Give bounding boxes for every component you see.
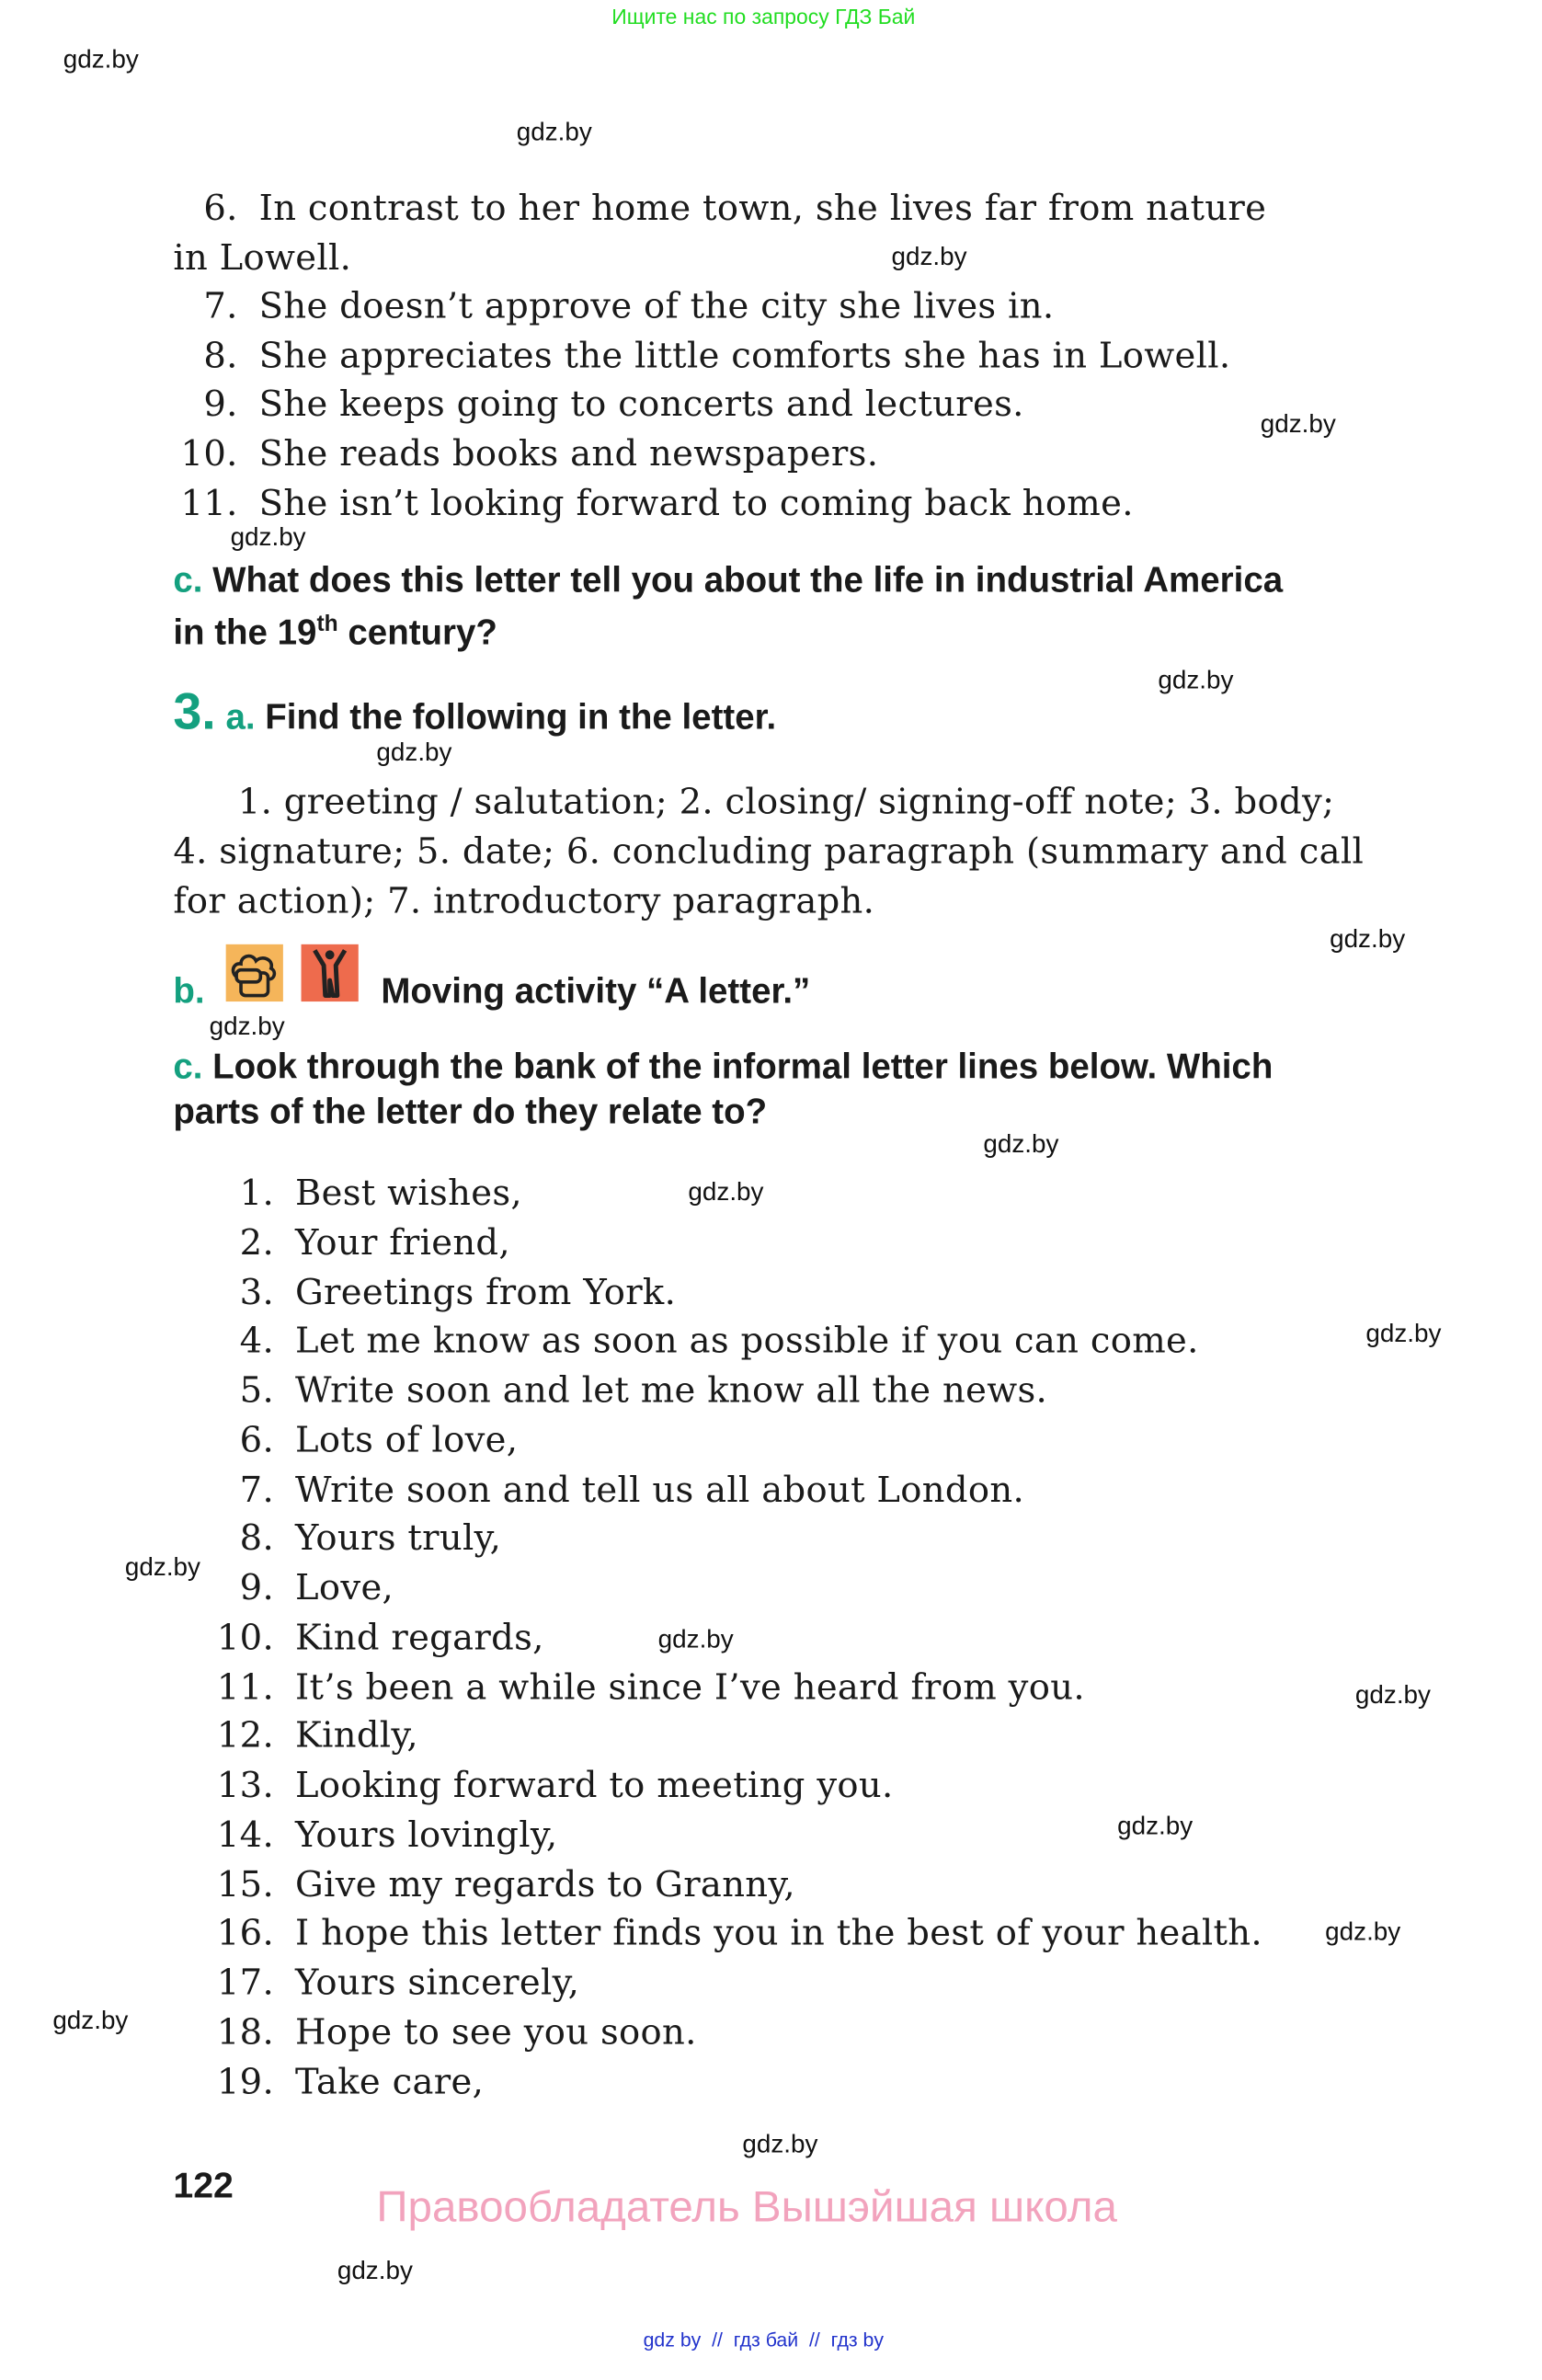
footer-links[interactable]: gdz by // гдз бай // гдз by bbox=[643, 2328, 885, 2351]
item-text: In contrast to her home town, she lives far from nature bbox=[258, 187, 1267, 229]
item-text: Write soon and let me know all the news. bbox=[294, 1368, 1048, 1412]
task-2c-heading: c. What does this letter tell you about the life in industrial America bbox=[173, 560, 1284, 600]
letter-line-item bbox=[147, 1267, 676, 1315]
item-number: 14. bbox=[216, 1813, 275, 1856]
item-text: Your friend, bbox=[294, 1220, 510, 1264]
watermark: gdz.by bbox=[1260, 409, 1336, 439]
watermark: gdz.by bbox=[516, 117, 592, 146]
item-number: 5. bbox=[239, 1368, 275, 1412]
item-text: Yours sincerely, bbox=[294, 1961, 580, 2004]
item-number: 13. bbox=[216, 1763, 275, 1806]
item-number: 1. bbox=[239, 1172, 275, 1214]
task-3c-heading: c. Look through the bank of the informal letter lines below. Which bbox=[173, 1047, 1274, 1086]
letter-line-item bbox=[147, 1859, 794, 1907]
item-number: 9. bbox=[239, 1566, 275, 1609]
watermark: gdz.by bbox=[1158, 665, 1234, 694]
letter-line-item bbox=[147, 1958, 579, 2006]
item-number: 7. bbox=[203, 284, 238, 327]
item-text: She reads books and newspapers. bbox=[258, 432, 879, 475]
item-number: 8. bbox=[203, 334, 238, 377]
task-3a-line: for action); 7. introductory paragraph. bbox=[173, 879, 875, 922]
task-3a-line: 1. greeting / salutation; 2. closing/ signing-off note; 3. body; bbox=[237, 780, 1335, 823]
statement-item bbox=[132, 380, 1024, 428]
item-number: 17. bbox=[216, 1961, 275, 2004]
top-banner: Ищите нас по запросу ГДЗ Бай bbox=[611, 4, 916, 29]
letter-line-item bbox=[147, 2056, 484, 2104]
item-text: Yours truly, bbox=[294, 1516, 502, 1560]
watermark: gdz.by bbox=[52, 2006, 129, 2035]
letter-line-item bbox=[147, 1711, 417, 1759]
item-text: She keeps going to concerts and lectures. bbox=[258, 383, 1024, 426]
item-text: She isn’t looking forward to coming back home. bbox=[258, 481, 1134, 524]
watermark: gdz.by bbox=[337, 2256, 413, 2285]
letter-line-item bbox=[147, 1317, 1198, 1365]
letter-line-item bbox=[147, 1908, 1262, 1956]
item-text: Lots of love, bbox=[294, 1418, 519, 1461]
item-text: Let me know as soon as possible if you can come. bbox=[294, 1320, 1199, 1362]
statement-item bbox=[132, 282, 1054, 330]
item-number: 4. bbox=[239, 1320, 275, 1362]
item-number: 10. bbox=[180, 432, 238, 475]
item-number: 11. bbox=[180, 481, 238, 524]
item-number: 15. bbox=[216, 1862, 275, 1905]
item-text: Write soon and tell us all about London. bbox=[294, 1467, 1025, 1510]
page-number: 122 bbox=[173, 2166, 234, 2207]
watermark: gdz.by bbox=[376, 738, 452, 767]
item-text: Kind regards, bbox=[294, 1615, 544, 1658]
watermark: gdz.by bbox=[688, 1177, 764, 1207]
item-number: 18. bbox=[216, 2009, 275, 2053]
task-3a-heading: 3. a. Find the following in the letter. bbox=[173, 683, 777, 741]
item-number: 6. bbox=[203, 187, 238, 229]
item-text: Greetings from York. bbox=[294, 1270, 677, 1313]
letter-line-item bbox=[147, 1514, 501, 1562]
watermark: gdz.by bbox=[742, 2129, 818, 2158]
item-text: Hope to see you soon. bbox=[294, 2009, 697, 2053]
statement-item bbox=[132, 184, 1266, 232]
letter-line-item bbox=[147, 1662, 1084, 1710]
letter-line-item bbox=[147, 2008, 696, 2055]
watermark: gdz.by bbox=[657, 1625, 734, 1654]
moving-person-icon bbox=[302, 944, 359, 1001]
item-text: She doesn’t approve of the city she lives in. bbox=[258, 284, 1055, 327]
watermark: gdz.by bbox=[1117, 1812, 1194, 1841]
group-work-icon bbox=[226, 944, 283, 1001]
item-text: Take care, bbox=[294, 2059, 485, 2102]
letter-line-item bbox=[147, 1563, 394, 1611]
letter-line-item bbox=[147, 1760, 893, 1808]
copyright-notice: Правообладатель Вышэйшая школа bbox=[376, 2183, 1117, 2233]
watermark: gdz.by bbox=[1354, 1680, 1431, 1710]
letter-line-item bbox=[147, 1218, 509, 1265]
statement-item bbox=[132, 429, 878, 477]
item-number: 11. bbox=[216, 1665, 275, 1708]
letter-line-item bbox=[147, 1415, 518, 1463]
item-number: 7. bbox=[239, 1467, 275, 1510]
watermark: gdz.by bbox=[1330, 924, 1406, 954]
item-text: It’s been a while since I’ve heard from you. bbox=[294, 1665, 1085, 1708]
task-3c-heading-line2: parts of the letter do they relate to? bbox=[173, 1092, 768, 1131]
item-text: I hope this letter finds you in the best of your health. bbox=[294, 1911, 1262, 1954]
watermark: gdz.by bbox=[63, 45, 139, 74]
watermark: gdz.by bbox=[1325, 1917, 1401, 1946]
letter-line-item bbox=[147, 1810, 557, 1858]
item-text: Best wishes, bbox=[294, 1172, 523, 1214]
letter-line-item bbox=[147, 1613, 543, 1661]
watermark: gdz.by bbox=[1365, 1319, 1442, 1348]
watermark: gdz.by bbox=[209, 1012, 285, 1041]
item-text: She appreciates the little comforts she has in Lowell. bbox=[258, 334, 1231, 377]
statement-continuation: in Lowell. bbox=[173, 235, 352, 279]
item-number: 9. bbox=[203, 383, 238, 426]
item-number: 10. bbox=[216, 1615, 275, 1658]
task-3b-letter: b. bbox=[173, 971, 205, 1011]
statement-item bbox=[132, 478, 1134, 526]
letter-line-item bbox=[147, 1366, 1047, 1413]
watermark: gdz.by bbox=[891, 242, 967, 271]
item-number: 12. bbox=[216, 1714, 275, 1756]
item-number: 6. bbox=[239, 1418, 275, 1461]
task-2c-heading-line2: in the 19th century? bbox=[173, 611, 497, 652]
item-number: 8. bbox=[239, 1516, 275, 1560]
item-number: 16. bbox=[216, 1911, 275, 1954]
item-text: Looking forward to meeting you. bbox=[294, 1763, 894, 1806]
letter-line-item bbox=[147, 1465, 1024, 1513]
task-3b-title: Moving activity “A letter.” bbox=[381, 971, 811, 1011]
task-3a-line: 4. signature; 5. date; 6. concluding paragraph (summary and call bbox=[173, 830, 1365, 873]
item-number: 19. bbox=[216, 2059, 275, 2102]
watermark: gdz.by bbox=[124, 1552, 200, 1582]
item-text: Give my regards to Granny, bbox=[294, 1862, 795, 1905]
item-number: 3. bbox=[239, 1270, 275, 1313]
watermark: gdz.by bbox=[230, 522, 306, 552]
item-text: Kindly, bbox=[294, 1714, 418, 1756]
item-number: 2. bbox=[239, 1220, 275, 1264]
statement-item bbox=[132, 331, 1230, 379]
watermark: gdz.by bbox=[983, 1129, 1059, 1159]
letter-line-item bbox=[147, 1169, 522, 1217]
item-text: Love, bbox=[294, 1566, 394, 1609]
item-text: Yours lovingly, bbox=[294, 1813, 558, 1856]
